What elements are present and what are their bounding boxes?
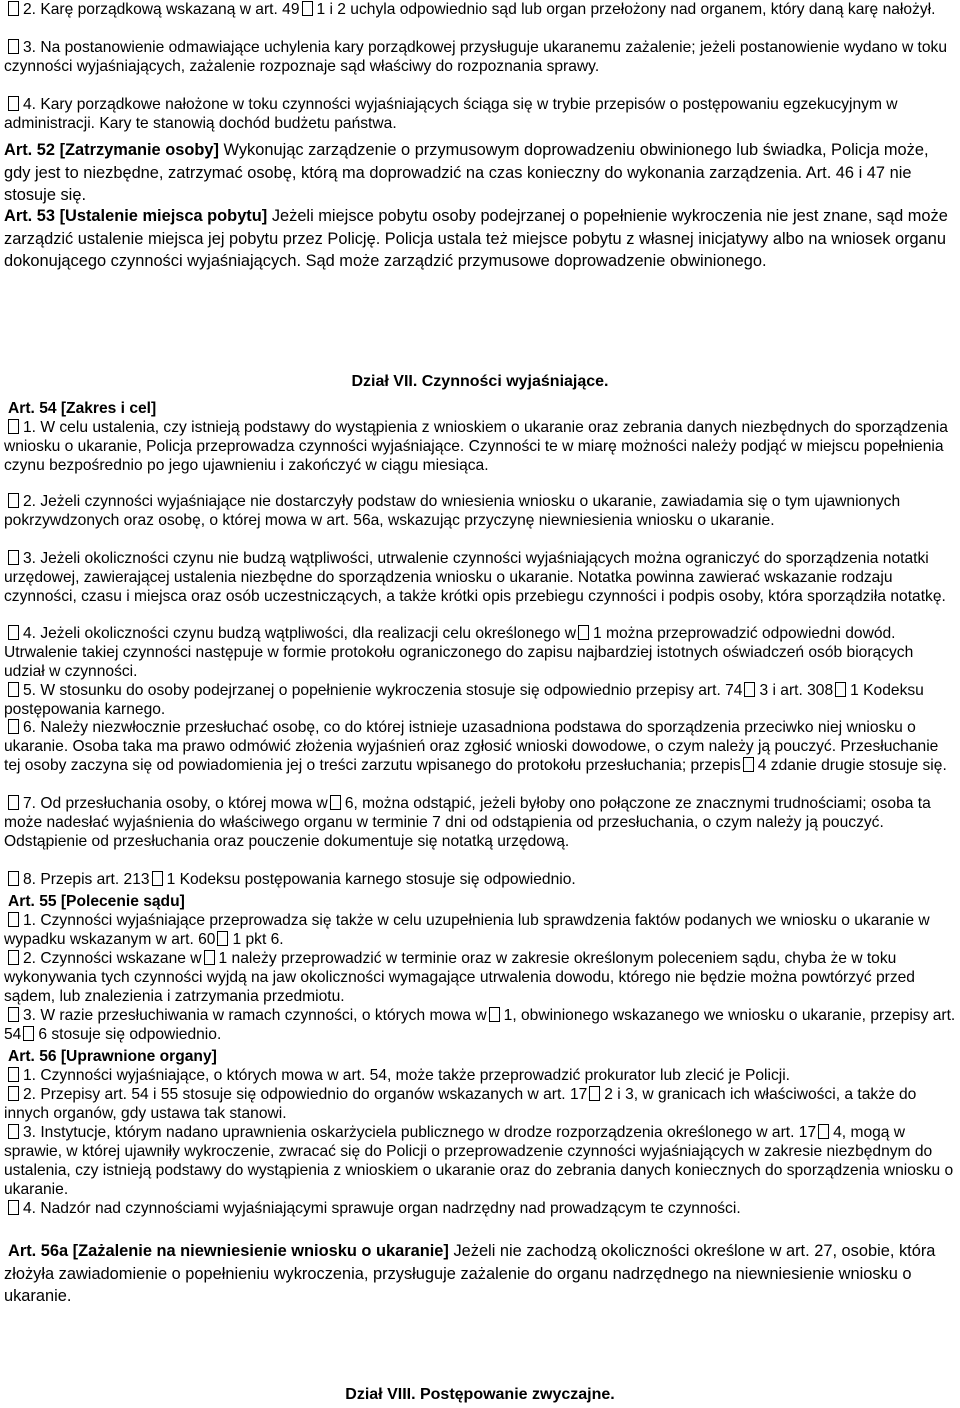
article-55-heading: Art. 55 [Polecenie sądu]	[8, 893, 185, 910]
article-56-par-4: 4. Nadzór nad czynnościami wyjaśniającymi sprawuje organ nadrzędny nad prowadzącym te czynności.	[4, 1199, 956, 1218]
section-sign-box	[8, 625, 19, 640]
section-sign-box	[835, 682, 846, 697]
article-56-heading: Art. 56 [Uprawnione organy]	[8, 1048, 217, 1065]
article-54-par-3: 3. Jeżeli okoliczności czynu nie budzą wątpliwości, utrwalenie czynności wyjaśniających można ograniczyć do sporządzenia notatki urzędowej, zawierającej ustalenia niezbędne do sporządzenia wniosku o ukaranie. Notatka powinna zawierać wskazanie rodzaju czynności, czasu i miejsca oraz osób uczestniczących, a także krótki opis przebiegu czynności i podpis osoby, która sporządziła notatkę.	[4, 550, 946, 605]
article-54-par-6: 6. Należy niezwłocznie przesłuchać osobę, co do której istnieje uzasadniona podstawa do sporządzenia przeciwko niej wniosku o ukaranie. Osoba taka ma prawo odmówić złożenia wyjaśnień oraz zgłosić wnioski dowodowe, o czym należy ją pouczyć. Przesłuchanie tej osoby zaczyna się od powiadomienia jej o treści zarzutu wpisanego do protokołu przesłuchania; przepis 4 zdanie drugie stosuje się.	[4, 719, 947, 774]
article-55-par-2: 2. Czynności wskazane w 1 należy przeprowadzić w terminie oraz w zakresie określonym poleceniem sądu, chyba że w toku wykonywania tych czynności wyjdą na jaw okoliczności wymagające utrwalenia dowodu, którego nie będzie można powtórzyć przed sądem, lub znalezienia i zatrzymania przedmiotu.	[4, 950, 915, 1005]
section-sign-box	[8, 871, 19, 886]
article-54-par-8: 8. Przepis art. 213 1 Kodeksu postępowania karnego stosuje się odpowiednio.	[4, 870, 956, 889]
article-54-par-5: 5. W stosunku do osoby podejrzanej o popełnienie wykroczenia stosuje się odpowiednio przepisy art. 74 3 i art. 308 1 Kodeksu postępowania karnego.	[4, 682, 924, 718]
article-54-heading: Art. 54 [Zakres i cel]	[8, 400, 157, 417]
section-sign-box	[8, 1124, 19, 1139]
article-54-par-1: 1. W celu ustalenia, czy istnieją podstawy do wystąpienia z wnioskiem o ukaranie oraz zebrania danych niezbędnych do sporządzenia wniosku o ukaranie, Policja przeprowadza czynności wyjaśniające. Czynności te w miarę możności należy podjąć w miejscu popełnienia czynu bezpośrednio po jego ujawnieniu i zakończyć w ciągu miesiąca.	[4, 419, 948, 474]
section-sign-box	[217, 931, 228, 946]
section-heading-dzial-8: Dział VIII. Postępowanie zwyczajne.	[345, 1386, 615, 1403]
article-53: Art. 53 [Ustalenie miejsca pobytu] Jeżeli miejsce pobytu osoby podejrzanej o popełnienie wykroczenia nie jest znane, sąd może zarządzić ustalenie miejsca jej pobytu przez Policję. Policja ustala też miejsce pobytu z własnej inicjatywy albo na wniosek organu dokonującego czynności wyjaśniających. Sąd może zarządzić przymusowe doprowadzenie obwinionego.	[4, 207, 948, 270]
section-heading-dzial-7: Dział VII. Czynności wyjaśniające.	[351, 373, 609, 390]
article-52: Art. 52 [Zatrzymanie osoby] Wykonując zarządzenie o przymusowym doprowadzeniu obwinionego lub świadka, Policja może, gdy jest to niezbędne, zatrzymać osobę, którą ma doprowadzić na czas konieczny do wykonania zarządzenia. Art. 46 i 47 nie stosuje się.	[4, 141, 929, 204]
section-sign-box	[818, 1124, 829, 1139]
section-sign-box	[302, 1, 313, 16]
section-sign-box	[8, 39, 19, 54]
section-sign-box	[589, 1086, 600, 1101]
section-sign-box	[489, 1007, 500, 1022]
article-54-par-4: 4. Jeżeli okoliczności czynu budzą wątpliwości, dla realizacji celu określonego w 1 można przeprowadzić odpowiedni dowód. Utrwalenie takiej czynności następuje w formie protokołu ograniczonego do zapisu najbardziej istotnych oświadczeń osób biorących udział w czynności.	[4, 625, 914, 680]
section-sign-box	[8, 1, 19, 16]
article-56-par-1: 1. Czynności wyjaśniające, o których mowa w art. 54, może także przeprowadzić prokurator lub zlecić je Policji.	[4, 1066, 956, 1085]
paragraph-art51-2: 2. Karę porządkową wskazaną w art. 49 1 i 2 uchyla odpowiednio sąd lub organ przełożony nad organem, który daną karę nałożył.	[4, 0, 956, 19]
section-sign-box	[8, 795, 19, 810]
section-sign-box	[8, 1200, 19, 1215]
section-sign-box	[8, 96, 19, 111]
article-54-par-2: 2. Jeżeli czynności wyjaśniające nie dostarczyły podstaw do wniesienia wniosku o ukaranie, zawiadamia się o tym ujawnionych pokrzywdzonych oraz osobę, o której mowa w art. 56a, wskazując przyczynę niewniesienia wniosku o ukaranie.	[4, 493, 901, 529]
section-sign-box	[8, 550, 19, 565]
section-sign-box	[743, 757, 754, 772]
article-56a: Art. 56a [Zażalenie na niewniesienie wniosku o ukaranie] Jeżeli nie zachodzą okoliczności określone w art. 27, osobie, która złożyła zawiadomienie o popełnieniu wykroczenia, przysługuje zażalenie do organu nadrzędnego na niewniesienie wniosku o ukaranie.	[4, 1242, 936, 1305]
section-sign-box	[204, 950, 215, 965]
section-sign-box	[8, 719, 19, 734]
section-sign-box	[8, 912, 19, 927]
section-sign-box	[152, 871, 163, 886]
article-55-par-3: 3. W razie przesłuchiwania w ramach czynności, o których mowa w 1, obwinionego wskazanego we wniosku o ukaranie, przepisy art. 54 6 stosuje się odpowiednio.	[4, 1007, 956, 1043]
section-sign-box	[8, 1086, 19, 1101]
article-56-par-3: 3. Instytucje, którym nadano uprawnienia oskarżyciela publicznego w drodze rozporządzenia określonego w art. 17 4, mogą w sprawie, w której ujawniły wykroczenie, zwracać się do Policji o przeprowadzenie czynności wyjaśniających w zakresie niezbędnym do ustalenia, czy istnieją podstawy do wystąpienia z wnioskiem o ukaranie oraz do zebrania danych koniecznych do sporządzenia wniosku o ukaranie.	[4, 1124, 954, 1198]
section-sign-box	[8, 493, 19, 508]
section-sign-box	[23, 1026, 34, 1041]
article-54-par-7: 7. Od przesłuchania osoby, o której mowa w 6, można odstąpić, jeżeli byłoby ono połączone ze znacznymi trudnościami; osoba ta może nadesłać wyjaśnienia do właściwego organu w terminie 7 dni od odstąpienia od przesłuchania, o czym należy ją pouczyć. Odstąpienie od przesłuchania oraz pouczenie dokumentuje się notatką urzędową.	[4, 795, 931, 850]
section-sign-box	[330, 795, 341, 810]
paragraph-art51-4: 4. Kary porządkowe nałożone w toku czynności wyjaśniających ściąga się w trybie przepisów o postępowaniu egzekucyjnym w administracji. Kary te stanowią dochód budżetu państwa.	[4, 96, 898, 132]
article-56-par-2: 2. Przepisy art. 54 i 55 stosuje się odpowiednio do organów wskazanych w art. 17 2 i 3, w granicach ich właściwości, a także do innych organów, gdy ustawa tak stanowi.	[4, 1086, 917, 1122]
section-sign-box	[8, 682, 19, 697]
paragraph-art51-3: 3. Na postanowienie odmawiające uchylenia kary porządkowej przysługuje ukaranemu zażalenie; jeżeli postanowienie wydano w toku czynności wyjaśniających, zażalenie rozpoznaje sąd właściwy do rozpoznania sprawy.	[4, 39, 948, 75]
article-heading: Art. 56a [Zażalenie na niewniesienie wniosku o ukaranie]	[8, 1242, 449, 1260]
section-sign-box	[744, 682, 755, 697]
section-sign-box	[8, 950, 19, 965]
article-55-par-1: 1. Czynności wyjaśniające przeprowadza się także w celu uzupełnienia lub sprawdzenia faktów podanych we wniosku o ukaranie w wypadku wskazanym w art. 60 1 pkt 6.	[4, 912, 930, 948]
section-sign-box	[8, 1067, 19, 1082]
section-sign-box	[578, 625, 589, 640]
article-heading: Art. 52 [Zatrzymanie osoby]	[4, 141, 219, 159]
section-sign-box	[8, 1007, 19, 1022]
article-heading: Art. 53 [Ustalenie miejsca pobytu]	[4, 207, 268, 225]
section-sign-box	[8, 419, 19, 434]
